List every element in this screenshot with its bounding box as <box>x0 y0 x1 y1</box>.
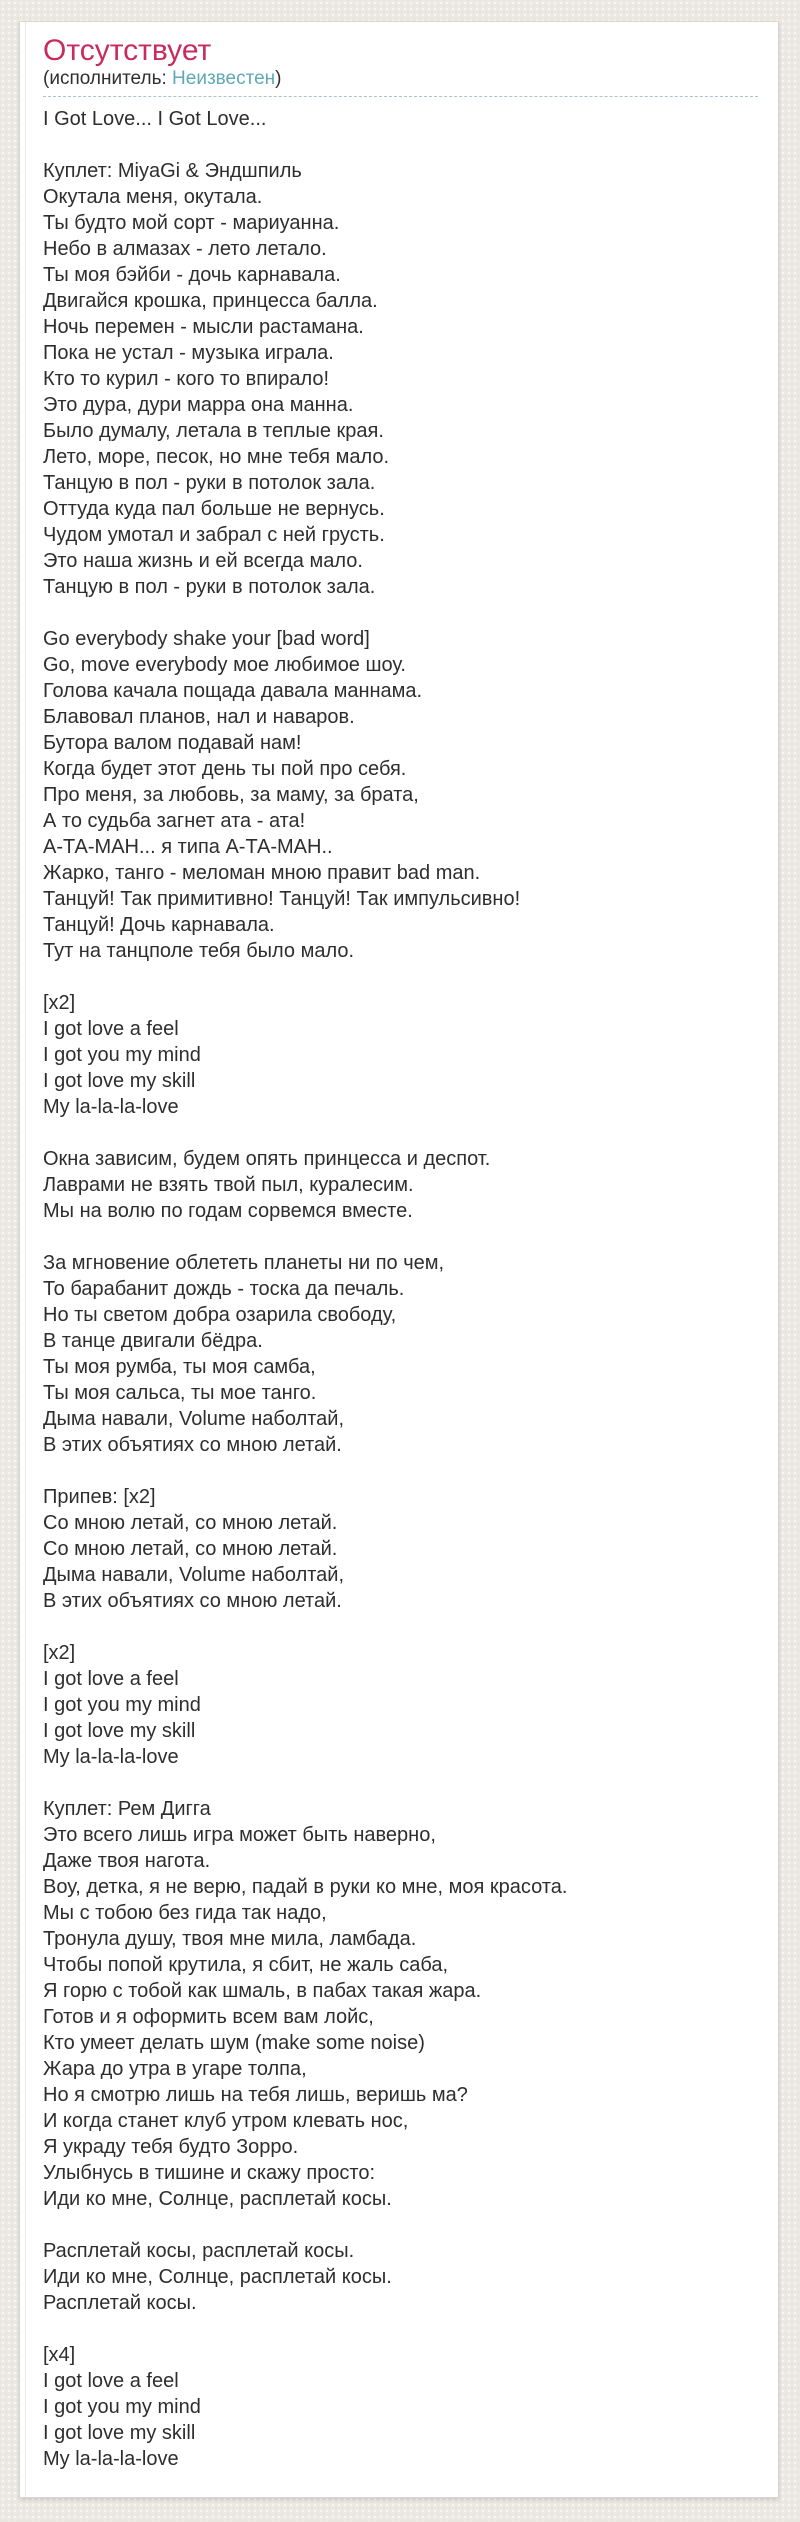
lyrics-line: Мы с тобою без гида так надо, <box>43 1902 327 1924</box>
lyrics-line: Блавовал планов, нал и наваров. <box>43 706 355 728</box>
card-content <box>20 22 778 2492</box>
lyrics-line: [x4] <box>43 2344 76 2366</box>
lyrics-line: Кто умеет делать шум (make some noise) <box>43 2032 425 2054</box>
lyrics-line: Мы на волю по годам сорвемся вместе. <box>43 1200 413 1222</box>
lyrics-line: I got love a feel <box>43 1018 179 1040</box>
lyrics-line: I got you my mind <box>43 1044 201 1066</box>
lyrics-line <box>43 1120 758 1146</box>
lyrics-line: Даже твоя нагота. <box>43 1850 211 1872</box>
lyrics-line: I got love my skill <box>43 1720 196 1742</box>
lyrics-line: Куплет: MiyaGi & Эндшпиль <box>43 160 302 182</box>
lyrics-line: Жара до утра в угаре толпа, <box>43 2058 307 2080</box>
lyrics-line: Но ты светом добра озарила свободу, <box>43 1304 397 1326</box>
lyrics-line: Чудом умотал и забрал с ней грусть. <box>43 524 385 546</box>
lyrics-line: То барабанит дождь - тоска да печаль. <box>43 1278 405 1300</box>
lyrics-line: Я украду тебя будто Зорро. <box>43 2136 299 2158</box>
lyrics-line: Тронула душу, твоя мне мила, ламбада. <box>43 1928 417 1950</box>
lyrics-line: Go, move everybody мое любимое шоу. <box>43 654 406 676</box>
lyrics-line <box>43 1770 758 1796</box>
lyrics-line: Готов и я оформить всем вам лойс, <box>43 2006 374 2028</box>
lyrics-line: I got love my skill <box>43 2422 196 2444</box>
lyrics-line: Ночь перемен - мысли растамана. <box>43 316 364 338</box>
lyrics-line <box>43 1458 758 1484</box>
lyrics-line: Улыбнусь в тишине и скажу просто: <box>43 2162 376 2184</box>
artist-suffix-label: ) <box>275 68 282 89</box>
lyrics-line: Тут на танцполе тебя было мало. <box>43 940 355 962</box>
lyrics-line: I Got Love... I Got Love... <box>43 108 267 130</box>
lyrics-line: I got you my mind <box>43 2396 201 2418</box>
lyrics-line <box>43 2316 758 2342</box>
lyrics-line: Это наша жизнь и ей всегда мало. <box>43 550 363 572</box>
lyrics-line: Танцую в пол - руки в потолок зала. <box>43 472 376 494</box>
lyrics-line: Танцуй! Так примитивно! Танцуй! Так импульсивно! <box>43 888 521 910</box>
lyrics-line: Иди ко мне, Солнце, расплетай косы. <box>43 2266 392 2288</box>
lyrics-card <box>19 21 779 2498</box>
lyrics-line: Голова качала пощада давала маннама. <box>43 680 423 702</box>
lyrics-line: Дыма навали, Volume наболтай, <box>43 1408 345 1430</box>
lyrics-line: Жарко, танго - меломан мною правит bad man. <box>43 862 481 884</box>
lyrics-line <box>43 1224 758 1250</box>
lyrics-line: Пока не устал - музыка играла. <box>43 342 334 364</box>
lyrics-line: Воу, детка, я не верю, падай в руки ко мне, моя красота. <box>43 1876 568 1898</box>
lyrics-line: Танцуй! Дочь карнавала. <box>43 914 275 936</box>
lyrics-line: В танце двигали бёдра. <box>43 1330 263 1352</box>
lyrics-line: My la-la-la-love <box>43 1096 179 1118</box>
lyrics-line <box>43 600 758 626</box>
lyrics-line: Про меня, за любовь, за маму, за брата, <box>43 784 419 806</box>
lyrics-line: В этих объятиях со мною летай. <box>43 1434 342 1456</box>
lyrics-line: Кто то курил - кого то впирало! <box>43 368 330 390</box>
lyrics-line: Это дура, дури марра она манна. <box>43 394 354 416</box>
lyrics-line: И когда станет клуб утром клевать нос, <box>43 2110 409 2132</box>
lyrics-line: I got you my mind <box>43 1694 201 1716</box>
lyrics-line: Дыма навали, Volume наболтай, <box>43 1564 345 1586</box>
lyrics-line: [x2] <box>43 992 76 1014</box>
lyrics-line: Было думалу, летала в теплые края. <box>43 420 384 442</box>
lyrics-line: Бутора валом подавай нам! <box>43 732 302 754</box>
lyrics-line: Двигайся крошка, принцесса балла. <box>43 290 378 312</box>
lyrics-line: Расплетай косы. <box>43 2292 197 2314</box>
lyrics-text <box>43 106 758 2492</box>
lyrics-line: My la-la-la-love <box>43 2448 179 2470</box>
lyrics-line: Ты моя румба, ты моя самба, <box>43 1356 316 1378</box>
lyrics-line: Со мною летай, со мною летай. <box>43 1512 338 1534</box>
lyrics-line: Припев: [x2] <box>43 1486 156 1508</box>
lyrics-line: Ты моя сальса, ты мое танго. <box>43 1382 317 1404</box>
lyrics-line: Ты моя бэйби - дочь карнавала. <box>43 264 341 286</box>
lyrics-line: Расплетай косы, расплетай косы. <box>43 2240 355 2262</box>
lyrics-line: Но я смотрю лишь на тебя лишь, веришь ма? <box>43 2084 468 2106</box>
lyrics-line: А то судьба загнет ата - ата! <box>43 810 306 832</box>
song-title: Отсутствует <box>43 34 212 67</box>
lyrics-line: My la-la-la-love <box>43 1746 179 1768</box>
lyrics-line: А-ТА-МАН... я типа А-ТА-МАН.. <box>43 836 333 858</box>
lyrics-line: I got love my skill <box>43 1070 196 1092</box>
lyrics-line: Это всего лишь игра может быть наверно, <box>43 1824 436 1846</box>
artist-prefix-label: (исполнитель: <box>43 68 173 89</box>
artist-line <box>43 68 758 90</box>
lyrics-line: I got love a feel <box>43 2370 179 2392</box>
lyrics-line: Ты будто мой сорт - мариуанна. <box>43 212 340 234</box>
lyrics-line: Куплет: Рем Дигга <box>43 1798 211 1820</box>
lyrics-line: Танцую в пол - руки в потолок зала. <box>43 576 376 598</box>
lyrics-line: Лето, море, песок, но мне тебя мало. <box>43 446 390 468</box>
lyrics-line: Со мною летай, со мною летай. <box>43 1538 338 1560</box>
lyrics-line: Я горю с тобой как шмаль, в пабах такая жара. <box>43 1980 482 2002</box>
lyrics-line: Оттуда куда пал больше не вернусь. <box>43 498 385 520</box>
lyrics-line: Окутала меня, окутала. <box>43 186 263 208</box>
lyrics-line <box>43 964 758 990</box>
lyrics-line <box>43 1614 758 1640</box>
lyrics-line: Лаврами не взять твой пыл, куралесим. <box>43 1174 414 1196</box>
lyrics-line: Go everybody shake your [bad word] <box>43 628 370 650</box>
artist-link[interactable]: Неизвестен <box>172 68 276 89</box>
lyrics-line: Окна зависим, будем опять принцесса и деспот. <box>43 1148 491 1170</box>
lyrics-line <box>43 2212 758 2238</box>
lyrics-line: Чтобы попой крутила, я сбит, не жаль саба, <box>43 1954 449 1976</box>
lyrics-line <box>43 132 758 158</box>
lyrics-line: Когда будет этот день ты пой про себя. <box>43 758 407 780</box>
lyrics-line: В этих объятиях со мною летай. <box>43 1590 342 1612</box>
lyrics-line: Иди ко мне, Солнце, расплетай косы. <box>43 2188 392 2210</box>
lyrics-line: I got love a feel <box>43 1668 179 1690</box>
lyrics-line: За мгновение облететь планеты ни по чем, <box>43 1252 445 1274</box>
song-header <box>43 34 758 97</box>
lyrics-line: [x2] <box>43 1642 76 1664</box>
lyrics-line: Небо в алмазах - лето летало. <box>43 238 327 260</box>
